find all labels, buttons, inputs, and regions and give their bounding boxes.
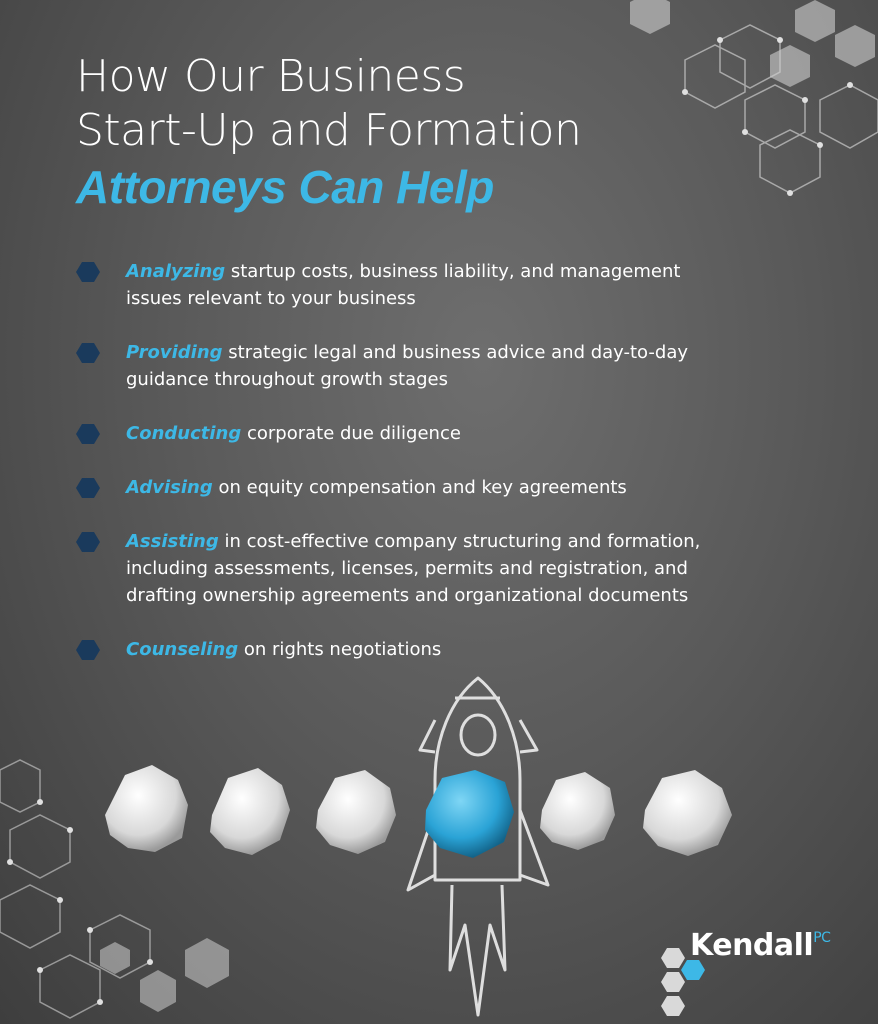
hexagon-bullet-icon [76,262,100,282]
item-text: on equity compensation and key agreements [212,477,627,498]
item-text: strategic legal and business advice and day-to-day guidance throughout growth stages [126,342,689,390]
item-text: startup costs, business liability, and management issues relevant to your business [126,261,681,309]
rocket-illustration [90,670,750,1024]
list-item [76,339,716,393]
logo-wordmark: Kendall$^{PC}$ [690,928,831,963]
item-keyword: Providing [126,342,223,363]
list-item [76,474,716,501]
services-list [76,258,716,663]
list-item [76,258,716,312]
list-item [76,528,716,609]
title-accent: Attorneys Can Help [76,161,494,213]
paper-balls [105,765,732,858]
list-item [76,420,716,447]
item-keyword: Assisting [126,531,219,552]
title-line-2: Start-Up and Formation [76,105,582,156]
hexagon-bullet-icon [76,343,100,363]
item-keyword: Conducting [126,423,242,444]
hexagon-bullet-icon [76,532,100,552]
item-text: on rights negotiations [238,639,442,660]
hexagon-bullet-icon [76,478,100,498]
list-item [76,636,716,663]
item-keyword: Advising [126,477,213,498]
page-title [76,50,581,216]
item-text: corporate due diligence [241,423,461,444]
item-keyword: Counseling [126,639,239,660]
item-keyword: Analyzing [126,261,226,282]
item-text: in cost-effective company structuring and formation, including assessments, licenses, permits and registration, and drafting ownership agreements and organizational documents [126,531,701,606]
logo-suffix: PC [813,930,831,946]
title-line-1: How Our Business [76,51,466,102]
hexagon-bullet-icon [76,424,100,444]
hex-network-top-right [620,0,878,200]
hexagon-bullet-icon [76,640,100,660]
